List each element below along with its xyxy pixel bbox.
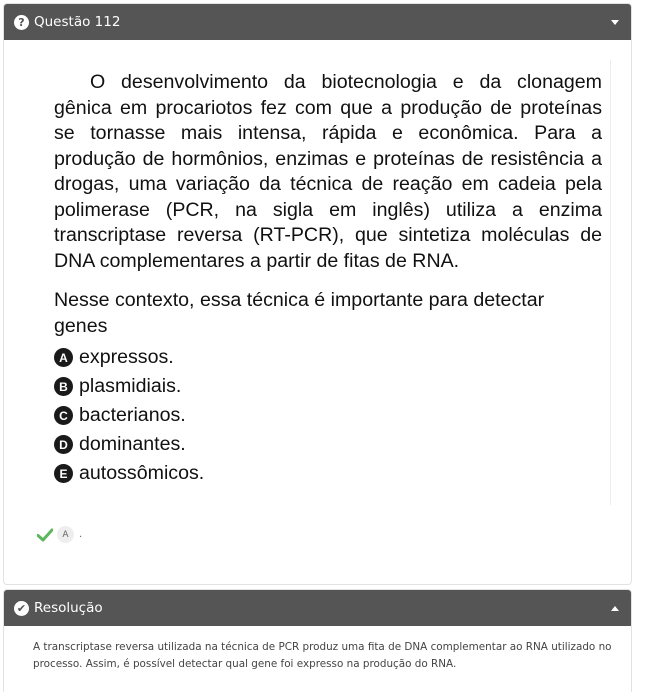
chevron-up-icon[interactable]: [611, 606, 619, 611]
alternative-letter-badge: D: [54, 435, 73, 454]
alternative-b: [54, 372, 610, 401]
alternative-c: [54, 401, 610, 430]
alternative-text: autossômicos.: [79, 462, 205, 484]
alternative-text: bacterianos.: [79, 404, 186, 426]
question-paragraph-1: O desenvolvimento da biotecnologia e da clonagem gênica em procariotos fez com que a produção de proteínas se tornasse mais intensa, rápida e econômica. Para a produção de hormônios, enzimas e proteínas de resistência a drogas, uma variação da técnica de reação em cadeia pela polimerase (PCR, na sigla em inglês) utiliza a enzima transcriptase reversa (RT-PCR), que sintetiza moléculas de DNA complementares a partir de fitas de RNA.: [54, 71, 602, 272]
answer-suffix: .: [79, 529, 83, 540]
resolution-panel-header[interactable]: [4, 590, 631, 626]
resolution-panel: [3, 589, 632, 692]
alternative-text: dominantes.: [79, 433, 186, 455]
alternative-d: [54, 430, 610, 459]
alternative-text: expressos.: [79, 346, 174, 368]
question-panel: [3, 3, 632, 585]
alternative-letter-badge: A: [54, 348, 73, 367]
alternative-letter-badge: E: [54, 464, 73, 483]
alternative-letter-badge: C: [54, 406, 73, 425]
alternatives-list: [54, 343, 610, 488]
resolution-text: A transcriptase reversa utilizada na técnica de PCR produz uma fita de DNA complementar ao RNA utilizado no processo. Assim, é possível detectar qual gene foi expresso na produção do RNA.: [33, 641, 612, 670]
check-icon: [37, 528, 53, 542]
alternative-e: [54, 459, 610, 488]
alternative-a: [54, 343, 610, 372]
question-panel-header[interactable]: [4, 4, 631, 40]
answer-indicator: [37, 526, 82, 543]
question-title: Questão 112: [34, 14, 121, 30]
check-circle-icon: ✔: [14, 601, 29, 616]
question-circle-icon: ?: [14, 15, 29, 30]
alternative-text: plasmidiais.: [79, 375, 182, 397]
question-paragraph-2: Nesse contexto, essa técnica é importante para detectar genes: [54, 289, 545, 337]
chevron-down-icon[interactable]: [611, 20, 619, 25]
resolution-title: Resolução: [34, 600, 103, 616]
question-statement: [52, 60, 611, 505]
answer-letter-badge: A: [57, 526, 74, 543]
alternative-letter-badge: B: [54, 377, 73, 396]
